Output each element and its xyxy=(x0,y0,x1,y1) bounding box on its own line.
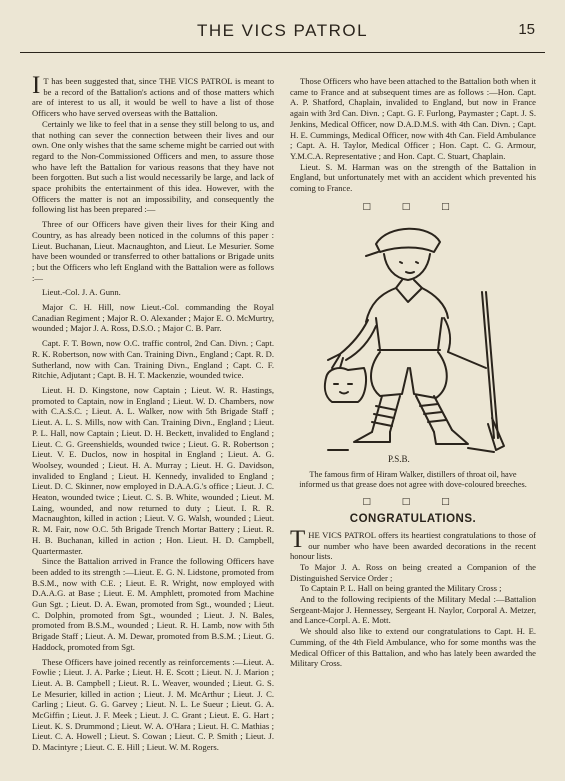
paragraph: Lieut. H. D. Kingstone, now Captain ; Lieut. W. R. Hastings, promoted to Captain, now in England ; Lieut. W. D. Chambers, now with C.A.S.C. ; Lieut. A. L. Walker, now with 5th Brigade Staff ; Lieut. A. L. S. Mills, now with Can. Training Divn., England ; Lieut. P. L. Hall, now Captain ; Lieut. D. H. Beckett, invalided to England ; Lieut. C. G. Greenshields, wounded twice ; Lieut. G. R. Robertson ; Lieut. V. E. Duclos, now in hospital in England ; Lieut. A. G. Woolsey, wounded ; Lieut. H. A. Murray ; Lieut. H. G. Davidson, invalided to England ; Lieut. H. Kennedy, invalided to England ; Lieut. D. C. Skinner, now employed in D.A.A.G.'s office ; Lieut. J. C. Heaton, wounded twice ; Lieut. C. S. B. White, wounded ; Lieut. M. Laing, wounded, and now returned to duty ; Lieut. I. R. R. Macnaughton, killed in action ; Lieut. V. G. Walsh, wounded ; Lieut. R. M. Fair, now O.C. 5th Brigade Trench Mortar Battery ; Lieut. R. H. B. Buchanan, killed in action ; Hon. Lieut. H. D. Campbell, Quartermaster. xyxy=(32,384,274,556)
sketch-signature: P.S.B. xyxy=(388,454,410,465)
congratulations-intro-text: HE VICS PATROL offers its heartiest congratulations to those of our number who have been awarded decorations in the recent honour lists. xyxy=(290,529,536,562)
paragraph: Three of our Officers have given their lives for their King and Country, as has already been noticed in the columns of this paper : Lieut. Buchanan, Lieut. Macnaughton, and Lieut. Le Mesurier. Some have been wounded or transferred to other battalions or Brigade units ; but the Officers who left England with the Battalion were as follows :— xyxy=(32,219,274,283)
right-column xyxy=(290,76,536,669)
magazine-title: THE VICS PATROL xyxy=(196,21,369,40)
paragraph: Major C. H. Hill, now Lieut.-Col. commanding the Royal Canadian Regiment ; Major R. O. Alexander ; Major E. O. McMurtry, wounded ; Major J. A. Ross, D.S.O. ; Major C. B. Parr. xyxy=(32,302,274,334)
page-number: 15 xyxy=(518,21,535,38)
drop-cap: I xyxy=(32,72,41,99)
illustration-caption: The famous firm of Hiram Walker, distillers of throat oil, have informed us that grease does not agree with dove-coloured breeches. xyxy=(299,470,527,489)
paragraph: Those Officers who have been attached to the Battalion both when it came to France and at subsequent times are as follows :—Hon. Capt. A. P. Shatford, Chaplain, invalided to England, but now in France again with 3rd Can. Divn. ; Capt. G. F. Furlong, Paymaster ; Capt. J. S. Jenkins, Medical Officer, now D.A.D.M.S. with 4th Can. Divn. ; Capt. H. E. Cummings, Medical Officer, now with 4th Can. Field Ambulance ; Capt. A. H. Taylor, Medical Officer ; Hon. Capt. C. G. Armour, Y.M.C.A. Representative ; and Hon. Capt. C. Stuart, Chaplain. xyxy=(290,76,536,161)
paragraph: To Major J. A. Ross on being created a Companion of the Distinguished Service Order ; xyxy=(290,561,536,583)
ornament-divider: □ □ □ xyxy=(362,497,464,508)
paragraph: And to the following recipients of the Military Medal :—Battalion Sergeant-Major J. Hennessey, Sergeant H. Naylor, Corporal A. Metzer, and Lance-Corpl. A. E. Mott. xyxy=(290,594,536,626)
paragraph: Lieut.-Col. J. A. Gunn. xyxy=(42,287,121,298)
intro-paragraph xyxy=(32,72,274,119)
paragraph: Since the Battalion arrived in France the following Officers have been added to its strength :—Lieut. E. G. N. Lidstone, promoted from B.S.M., now with C.E. ; Lieut. E. R. Wright, now employed with D.A.A.G. at Base ; Lieut. E. M. Amphlett, promoted from Machine Gun Sgt. ; Lieut. D. A. Ewan, promoted from Sgt., wounded ; Lieut. C. Dolphin, promoted from Sgt., wounded ; Lieut. J. N. Bales, promoted from B.S.M., wounded ; Lieut. R. H. Lamb, now with 5th Brigade Staff ; Lieut. A. M. Dewar, promoted from B.S.M. ; Lieut. G. Haddock, promoted from Sgt. xyxy=(32,556,274,652)
congratulations-intro xyxy=(290,525,536,562)
page-header xyxy=(20,12,545,53)
paragraph: To Captain P. L. Hall on being granted the Military Cross ; xyxy=(300,583,502,594)
paragraph: Capt. F. T. Bown, now O.C. traffic control, 2nd Can. Divn. ; Capt. R. K. Robertson, now with Can. Training Divn., England ; Capt. R. D. Sutherland, now with Can. Training Divn., England ; Capt. C. F. Ritchie, Adjutant ; Capt. B. H. T. Mackenzie, wounded twice. xyxy=(32,338,274,381)
paragraph: Certainly we like to feel that in a sense they still belong to us, and that nothing can sever the connection between their lives and our own. One only wishes that the same scheme might be carried out with regard to the Non-Commissioned Officers and men, to assure those who have left the Battalion for various reasons that they have not been forgotten. But such a list would necessarily be large, and lack of space prohibits the entertainment of this idea. However, with the Officers the matter is not an impossibility, and consequently the following list has been prepared :— xyxy=(32,118,274,215)
ornament-divider: □ □ □ xyxy=(362,201,464,212)
paragraph: Lieut. S. M. Harman was on the strength of the Battalion in England, but unfortunately met with an accident which prevented his coming to France. xyxy=(290,161,536,194)
drop-cap: T xyxy=(290,525,306,553)
left-column xyxy=(32,72,274,753)
paragraph: We should also like to extend our congratulations to Capt. H. E. Cumming, of the 4th Field Ambulance, who for some months was the Medical Officer of this Battalion, and who has lately been awarded the Military Cross. xyxy=(290,626,536,669)
soldier-sketch-illustration xyxy=(318,218,508,468)
congratulations-heading: CONGRATULATIONS. xyxy=(349,513,477,526)
paragraph: These Officers have joined recently as reinforcements :—Lieut. A. Fowlie ; Lieut. J. A. Parke ; Lieut. H. E. Scott ; Lieut. N. J. Marion ; Lieut. A. B. Campbell ; Lieut. R. L. Weaver, wounded ; Lieut. G. S. Le Mesurier, killed in action ; Lieut. J. M. McArthur ; Lieut. J. C. Carling ; Lieut. G. G. Garvey ; Lieut. N. L. Le Sueur ; Lieut. G. A. McGiffin ; Lieut. J. F. Meek ; Lieut. J. C. Grant ; Lieut. E. G. Hart ; Lieut. K. S. Drummond ; Lieut. W. A. O'Hara ; Lieut. H. C. Mathias ; Lieut. C. A. Howell ; Lieut. S. Cowan ; Lieut. C. P. Smith ; Lieut. J. D. Macintyre ; Lieut. C. E. Hill ; Lieut. W. M. Rogers. xyxy=(32,656,274,753)
intro-text: T has been suggested that, since THE VICS PATROL is meant to be a record of the Battalion's actions and of those matters which are of interest to us all, it would be well to have a list of those Officers who have served overseas with the Battalion. xyxy=(32,76,274,119)
